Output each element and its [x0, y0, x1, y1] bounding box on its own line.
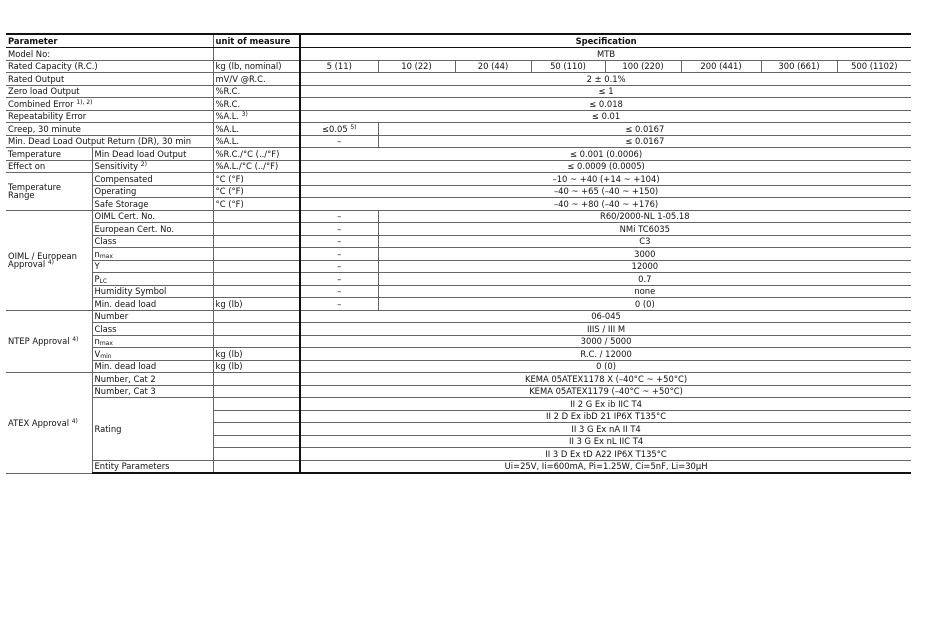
- value-text: ≤0.05: [322, 123, 348, 134]
- row-value: 12000: [378, 260, 911, 273]
- row-unit: [213, 435, 300, 448]
- row-value: ≤ 0.01: [300, 110, 911, 123]
- first-capacity-value: –: [300, 135, 378, 148]
- row-label: Rated Output: [6, 73, 213, 86]
- row-unit: %R.C.: [213, 85, 300, 98]
- row-unit: °C (°F): [213, 198, 300, 211]
- first-capacity-value: –: [300, 285, 378, 298]
- row-value: 0 (0): [300, 360, 911, 373]
- group-label: [6, 210, 92, 310]
- table-row: [6, 98, 911, 111]
- row-unit: [213, 273, 300, 286]
- footnote-mark: 3): [241, 111, 248, 119]
- row-unit: [213, 423, 300, 436]
- label-text: Sensitivity: [94, 161, 139, 172]
- footnote-mark: 2): [140, 161, 147, 169]
- footnote-mark: 1), 2): [76, 98, 93, 106]
- capacity-cell: 500 (1102): [837, 60, 911, 73]
- row-unit: %R.C.: [213, 98, 300, 111]
- first-capacity-value: –: [300, 210, 378, 223]
- row-unit: °C (°F): [213, 185, 300, 198]
- row-label: Min Dead load Output: [92, 148, 213, 161]
- row-value: R60/2000-NL 1-05.18: [378, 210, 911, 223]
- table-row: [6, 460, 911, 473]
- subscript: max: [99, 340, 113, 348]
- row-value: ≤ 0.0167: [378, 123, 911, 136]
- row-value: –10 ~ +40 (+14 ~ +104): [300, 173, 911, 186]
- first-capacity-value: –: [300, 248, 378, 261]
- row-value: 2 ± 0.1%: [300, 73, 911, 86]
- row-value: R.C. / 12000: [300, 348, 911, 361]
- row-label: Safe Storage: [92, 198, 213, 211]
- row-unit: [213, 260, 300, 273]
- row-label: Rated Capacity (R.C.): [6, 60, 213, 73]
- row-value: 0 (0): [378, 298, 911, 311]
- row-label: Min. dead load: [92, 298, 213, 311]
- row-value: –40 ~ +80 (–40 ~ +176): [300, 198, 911, 211]
- row-value: ≤ 0.0167: [378, 135, 911, 148]
- table-row: [6, 110, 911, 123]
- rating-value: II 3 G Ex nA II T4: [300, 423, 911, 436]
- table-row: [6, 210, 911, 223]
- table-row: [6, 348, 911, 361]
- row-label: [92, 335, 213, 348]
- table-row: [6, 273, 911, 286]
- row-label: European Cert. No.: [92, 223, 213, 236]
- row-value: 3000: [378, 248, 911, 261]
- row-unit: kg (lb): [213, 348, 300, 361]
- row-unit: kg (lb): [213, 298, 300, 311]
- row-value: KEMA 05ATEX1178 X (–40°C ~ +50°C): [300, 373, 911, 386]
- group-text: NTEP Approval: [8, 336, 70, 347]
- first-capacity-value: –: [300, 235, 378, 248]
- first-capacity-value: –: [300, 260, 378, 273]
- row-unit: kg (lb, nominal): [213, 60, 300, 73]
- table-row: [6, 73, 911, 86]
- first-capacity-value: –: [300, 273, 378, 286]
- row-unit: kg (lb): [213, 360, 300, 373]
- group-label: [6, 310, 92, 373]
- footnote-mark: 5): [350, 123, 357, 131]
- row-unit: [213, 460, 300, 473]
- group-text: Approval: [8, 259, 46, 269]
- table-row: [6, 310, 911, 323]
- table-row: [6, 360, 911, 373]
- row-value: MTB: [300, 48, 911, 61]
- row-unit: [213, 210, 300, 223]
- row-value: NMi TC6035: [378, 223, 911, 236]
- first-capacity-value: –: [300, 223, 378, 236]
- row-label: [92, 160, 213, 173]
- table-row: [6, 285, 911, 298]
- table-row: [6, 298, 911, 311]
- group-label: Temperature: [6, 148, 92, 161]
- row-label: Operating: [92, 185, 213, 198]
- row-label: Number, Cat 2: [92, 373, 213, 386]
- row-label: Y: [92, 260, 213, 273]
- row-unit: [213, 235, 300, 248]
- first-capacity-value: –: [300, 298, 378, 311]
- rating-value: II 2 D Ex ibD 21 IP6X T135°C: [300, 410, 911, 423]
- row-label: Min. dead load: [92, 360, 213, 373]
- row-label: Class: [92, 323, 213, 336]
- table-header-row: [6, 34, 911, 48]
- table-row: [6, 398, 911, 411]
- capacity-cell: 200 (441): [681, 60, 761, 73]
- row-value: ≤ 0.018: [300, 98, 911, 111]
- group-text: Range: [8, 190, 35, 201]
- row-value: IIIS / III M: [300, 323, 911, 336]
- row-label: Rating: [92, 398, 213, 461]
- table-row: [6, 173, 911, 186]
- group-label: [6, 173, 92, 211]
- capacity-cell: 20 (44): [455, 60, 531, 73]
- row-unit: [213, 310, 300, 323]
- table-row: [6, 48, 911, 61]
- footnote-mark: 4): [47, 259, 55, 266]
- row-value: KEMA 05ATEX1179 (–40°C ~ +50°C): [300, 385, 911, 398]
- table-row: [6, 385, 911, 398]
- row-unit: %A.L.: [213, 135, 300, 148]
- row-unit: [213, 285, 300, 298]
- row-label: [92, 273, 213, 286]
- table-row: [6, 223, 911, 236]
- footnote-mark: 4): [71, 417, 78, 425]
- header-parameter: Parameter: [6, 34, 213, 48]
- row-label: OIML Cert. No.: [92, 210, 213, 223]
- capacity-cell: 300 (661): [761, 60, 837, 73]
- table-row: [6, 148, 911, 161]
- row-value: none: [378, 285, 911, 298]
- footnote-mark: 4): [72, 336, 79, 344]
- row-value: –40 ~ +65 (–40 ~ +150): [300, 185, 911, 198]
- row-unit: [213, 373, 300, 386]
- row-label: Number, Cat 3: [92, 385, 213, 398]
- row-label: Repeatability Error: [6, 110, 213, 123]
- row-label: Number: [92, 310, 213, 323]
- row-value: 0.7: [378, 273, 911, 286]
- row-label: Entity Parameters: [92, 460, 213, 473]
- row-unit: %A.L.: [213, 123, 300, 136]
- table-row: [6, 60, 911, 73]
- header-specification: Specification: [300, 34, 911, 48]
- row-unit: [213, 223, 300, 236]
- rating-value: II 2 G Ex ib IIC T4: [300, 398, 911, 411]
- row-unit: [213, 410, 300, 423]
- rating-value: II 3 G Ex nL IIC T4: [300, 435, 911, 448]
- row-value: 3000 / 5000: [300, 335, 911, 348]
- label-text: P: [94, 273, 100, 284]
- table-row: [6, 235, 911, 248]
- row-unit: [213, 48, 300, 61]
- table-row: [6, 135, 911, 148]
- row-label: [6, 98, 213, 111]
- row-unit: [213, 110, 300, 123]
- row-unit: mV/V @R.C.: [213, 73, 300, 86]
- table-row: [6, 323, 911, 336]
- row-label: Model No:: [6, 48, 213, 61]
- label-text: Combined Error: [8, 98, 74, 109]
- subscript: min: [100, 352, 112, 360]
- row-label: Humidity Symbol: [92, 285, 213, 298]
- group-label: Effect on: [6, 160, 92, 173]
- row-unit: [213, 448, 300, 461]
- group-text: Temperature: [8, 181, 62, 192]
- row-unit: %R.C./°C (../°F): [213, 148, 300, 161]
- row-value: ≤ 0.001 (0.0006): [300, 148, 911, 161]
- row-value: ≤ 1: [300, 85, 911, 98]
- specification-table: [6, 33, 911, 474]
- group-text: OIML / European: [8, 250, 77, 261]
- row-unit: [213, 248, 300, 261]
- group-text: ATEX Approval: [8, 417, 70, 428]
- table-row: [6, 335, 911, 348]
- first-capacity-value: [300, 123, 378, 136]
- table-row: [6, 160, 911, 173]
- row-value: 06-045: [300, 310, 911, 323]
- row-label: Compensated: [92, 173, 213, 186]
- group-label: [6, 373, 92, 474]
- row-unit: [213, 335, 300, 348]
- row-unit: [213, 323, 300, 336]
- table-row: [6, 123, 911, 136]
- row-label: Min. Dead Load Output Return (DR), 30 min: [6, 135, 213, 148]
- subscript: LC: [99, 277, 108, 285]
- table-row: [6, 198, 911, 211]
- row-value: C3: [378, 235, 911, 248]
- label-text: V: [94, 348, 101, 359]
- row-label: Class: [92, 235, 213, 248]
- row-value: Ui=25V, Ii=600mA, Pi=1.25W, Ci=5nF, Li=30µH: [300, 460, 911, 473]
- table-row: [6, 185, 911, 198]
- row-label: Zero load Output: [6, 85, 213, 98]
- row-value: ≤ 0.0009 (0.0005): [300, 160, 911, 173]
- row-unit: [213, 385, 300, 398]
- table-row: [6, 373, 911, 386]
- row-label: [92, 248, 213, 261]
- capacity-cell: 100 (220): [605, 60, 681, 73]
- capacity-cell: 10 (22): [378, 60, 455, 73]
- row-label: Creep, 30 minute: [6, 123, 213, 136]
- label-text: n: [94, 336, 100, 347]
- rating-value: II 3 D Ex tD A22 IP6X T135°C: [300, 448, 911, 461]
- row-unit: [213, 398, 300, 411]
- table-row: [6, 260, 911, 273]
- capacity-cell: 5 (11): [300, 60, 378, 73]
- label-text: n: [94, 248, 100, 259]
- subscript: max: [99, 252, 113, 260]
- unit-text: %A.L.: [215, 111, 240, 122]
- capacity-cell: 50 (110): [531, 60, 605, 73]
- table-row: [6, 248, 911, 261]
- header-unit: unit of measure: [213, 34, 300, 48]
- table-row: [6, 85, 911, 98]
- row-label: [92, 348, 213, 361]
- row-unit: °C (°F): [213, 173, 300, 186]
- row-unit: %A.L./°C (../°F): [213, 160, 300, 173]
